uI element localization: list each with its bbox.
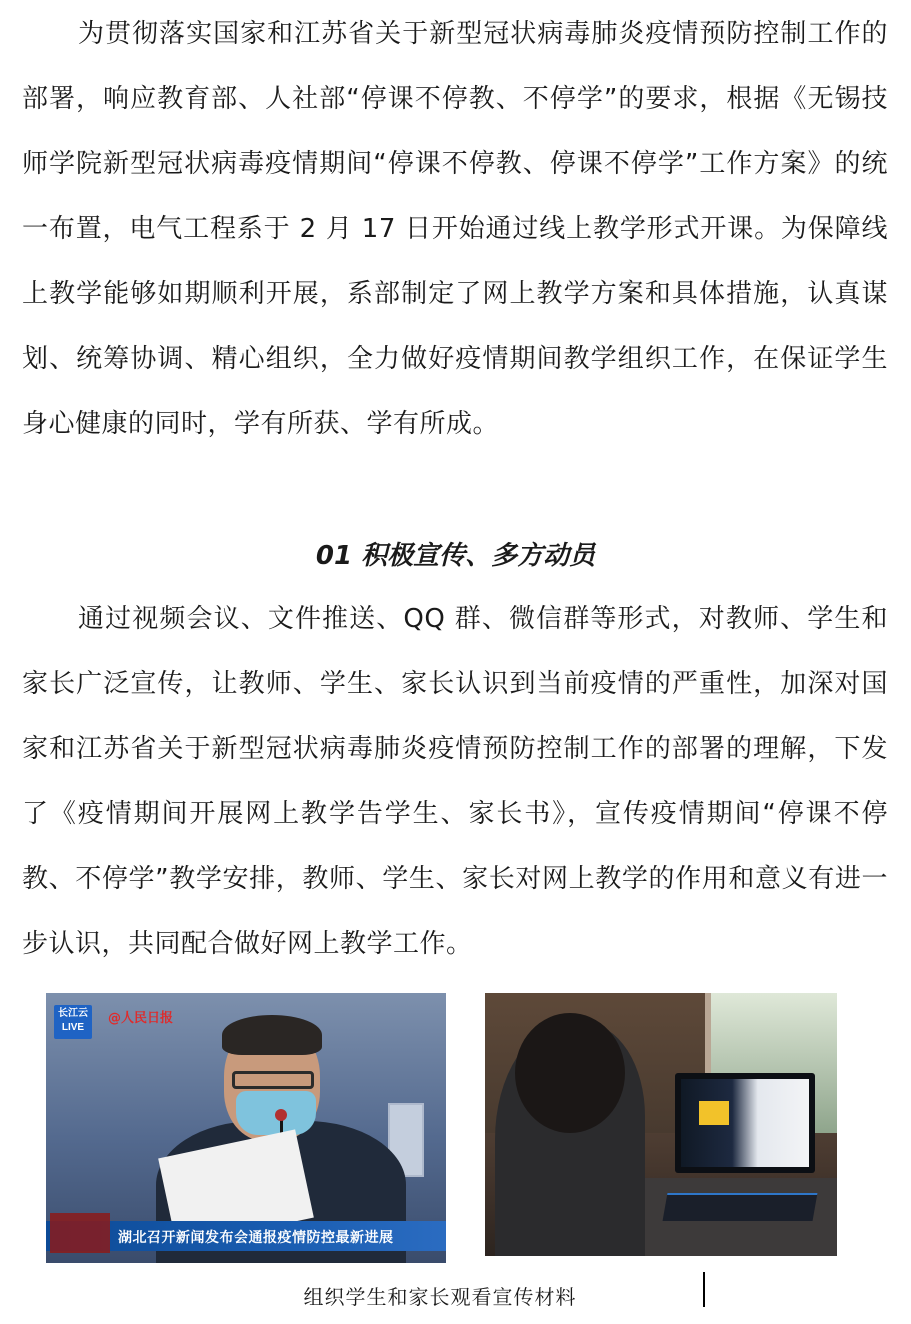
keyboard — [663, 1193, 818, 1221]
press-conference-photo — [46, 993, 446, 1263]
media-logo: @人民日报 — [108, 1011, 174, 1026]
glasses — [232, 1071, 314, 1089]
student-hair — [515, 1013, 625, 1133]
live-badge — [54, 1005, 92, 1039]
photo-caption: 组织学生和家长观看宣传材料 — [303, 1285, 577, 1309]
live-badge-line1: 长江云 — [58, 1008, 88, 1019]
calligraphy-seal — [50, 1213, 110, 1253]
intro-paragraph: 为贯彻落实国家和江苏省关于新型冠状病毒肺炎疫情预防控制工作的部署，响应教育部、人社部“停课不停教、不停学”的要求，根据《无锡技师学院新型冠状病毒疫情期间“停课不停教、停课不停学”工作方案》的统一布置，电气工程系于 2 月 17 日开始通过线上教学形式开课。为保障线上教学能够如期顺利开展，系部制定了网上教学方案和具体措施，认真谋划、统筹协调、精心组织，全力做好疫情期间教学组织工作，在保证学生身心健康的同时，学有所获、学有所成。 — [22, 19, 888, 439]
student-computer-photo — [485, 993, 837, 1256]
screen-video-thumbnail — [699, 1101, 729, 1125]
section-heading: 01 积极宣传、多方动员 — [315, 541, 596, 571]
speaker-hair — [222, 1015, 322, 1055]
live-badge-line2: LIVE — [61, 1022, 85, 1033]
microphone-icon — [275, 1109, 287, 1121]
publicity-paragraph: 通过视频会议、文件推送、QQ 群、微信群等形式，对教师、学生和家长广泛宣传，让教师、学生、家长认识到当前疫情的严重性，加深对国家和江苏省关于新型冠状病毒肺炎疫情预防控制工作的部署的理解，下发了《疫情期间开展网上教学告学生、家长书》，宣传疫情期间“停课不停教、不停学”教学安排，教师、学生、家长对网上教学的作用和意义有进一步认识，共同配合做好网上教学工作。 — [22, 604, 888, 959]
text-cursor — [703, 1272, 705, 1307]
news-banner-text: 湖北召开新闻发布会通报疫情防控最新进展 — [118, 1230, 394, 1246]
